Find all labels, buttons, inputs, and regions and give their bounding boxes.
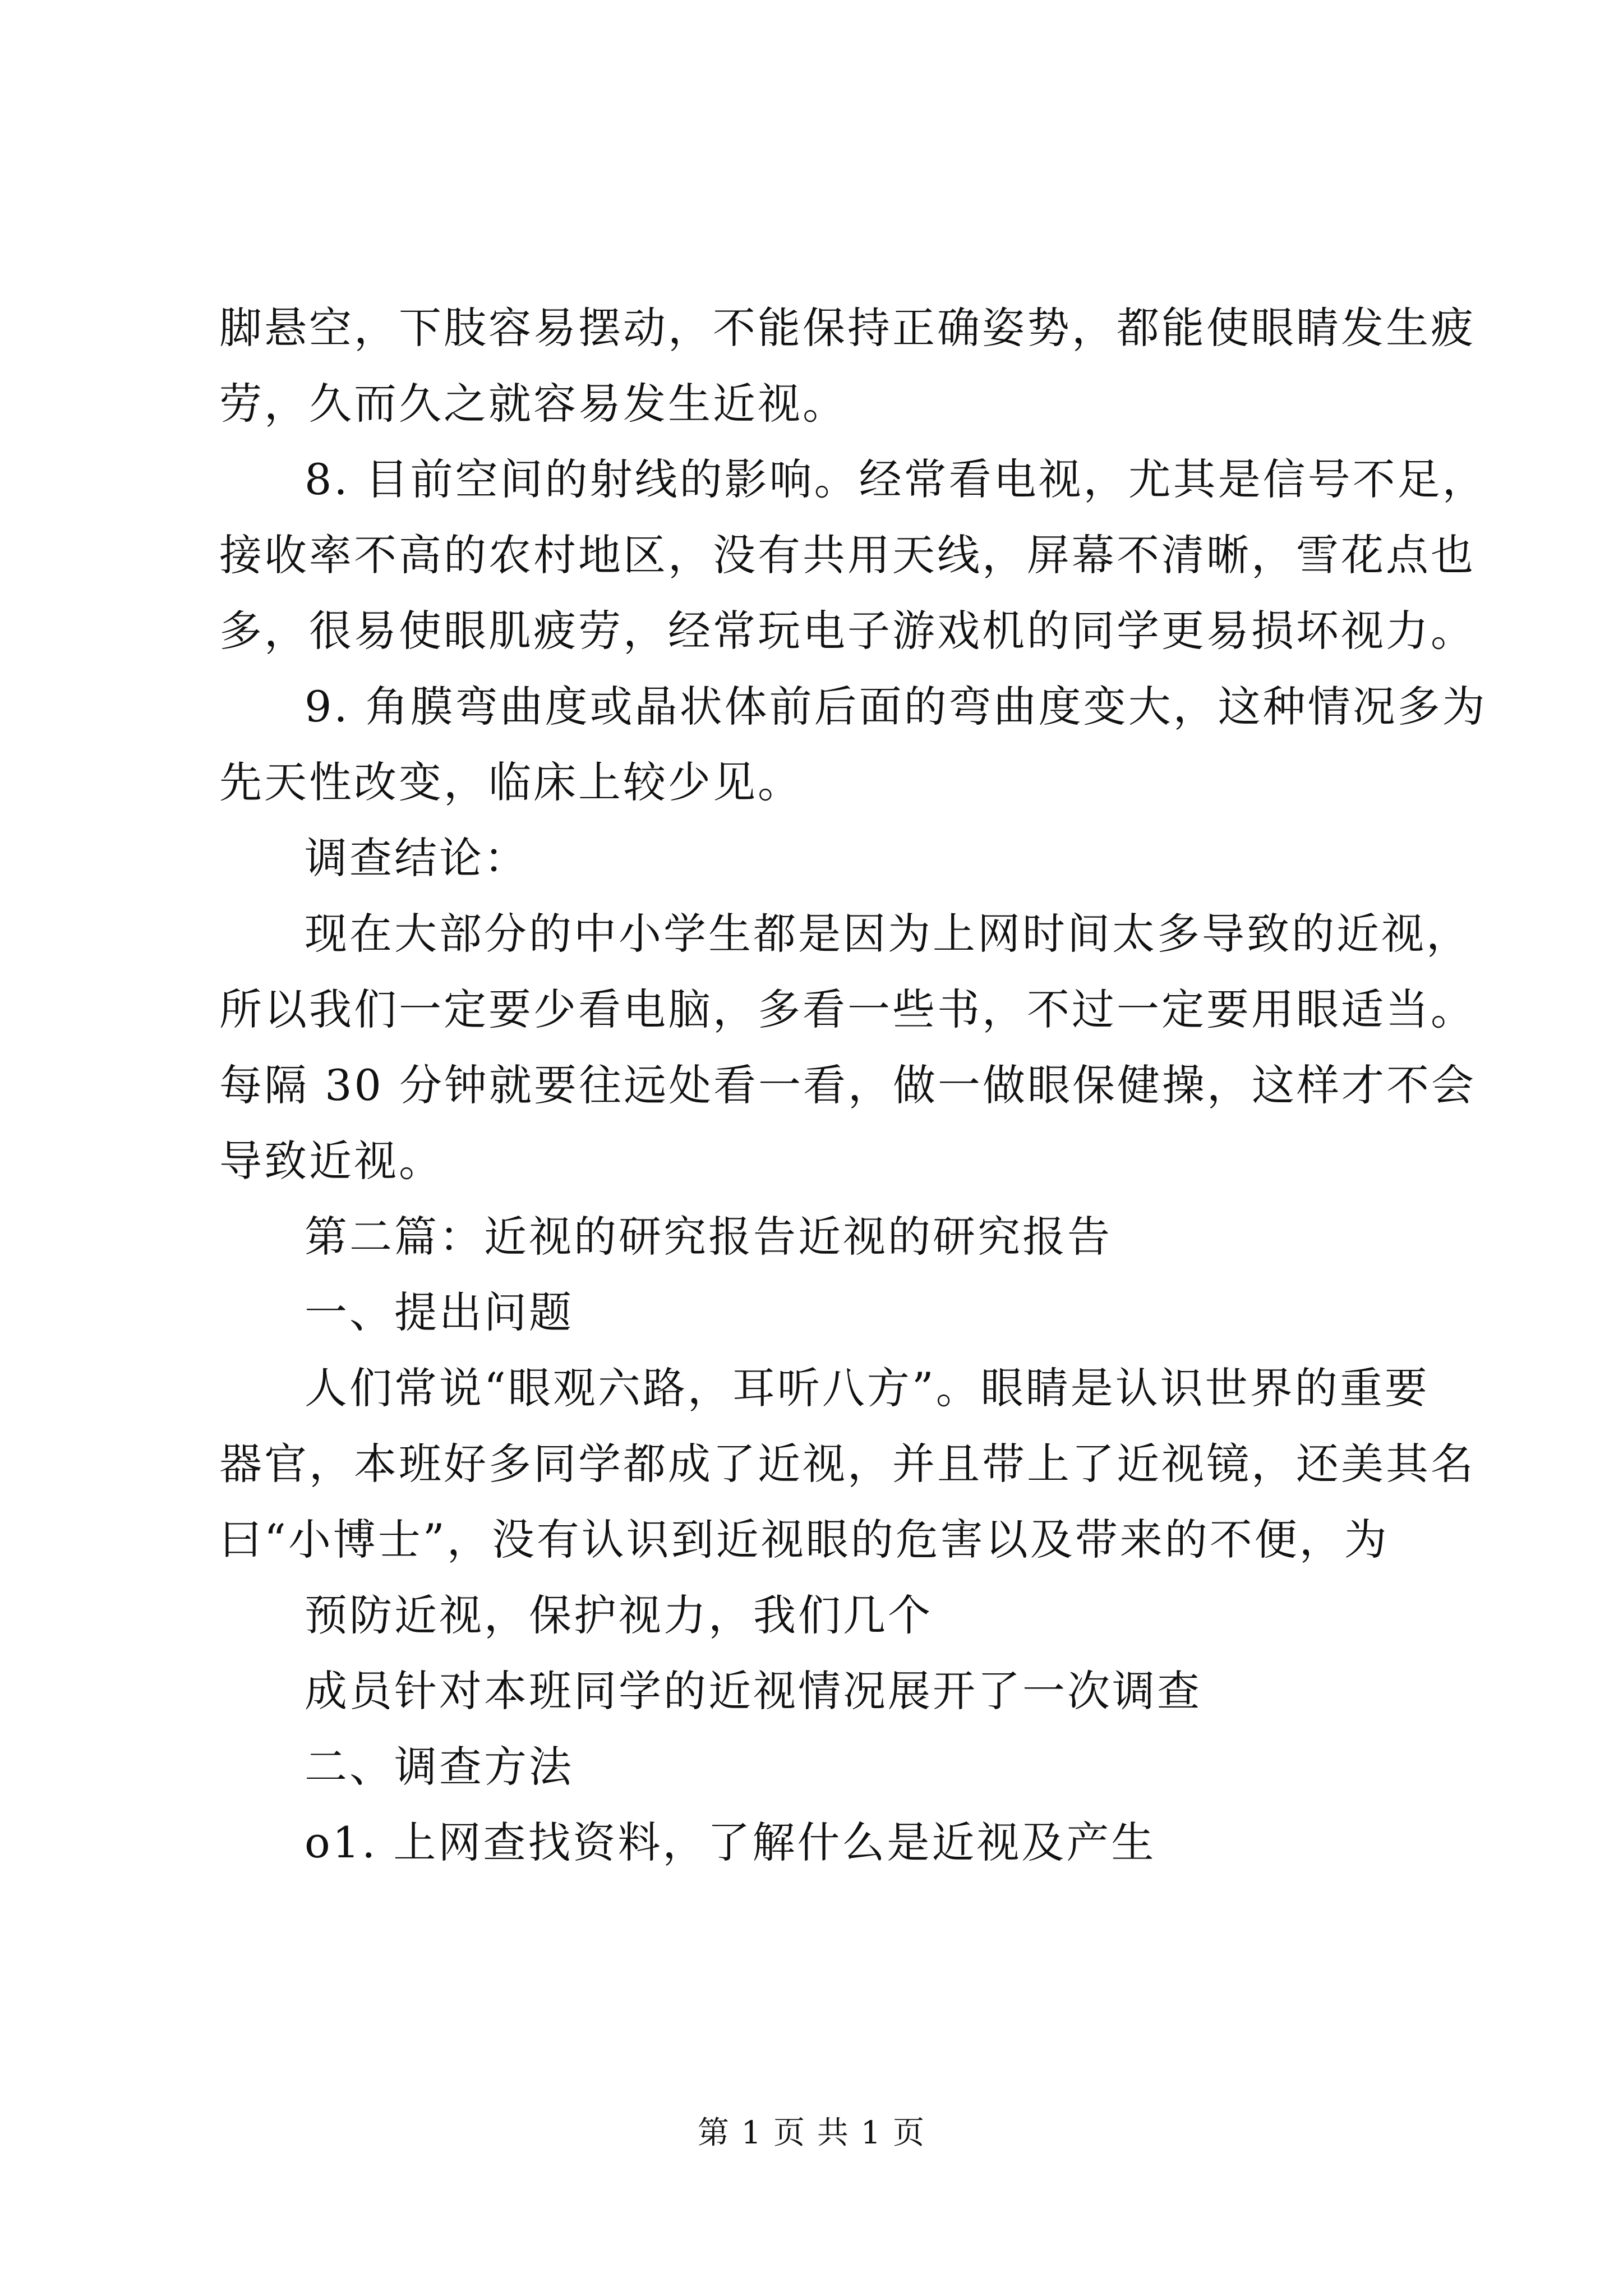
document-body (219, 291, 1487, 1881)
paragraph-line: 脚悬空，下肢容易摆动，不能保持正确姿势，都能使眼睛发生疲 (219, 303, 1476, 353)
paragraph-line: 导致近视。 (219, 1136, 444, 1186)
paragraph-line: o1. 上网查找资料，了解什么是近视及产生 (305, 1818, 1156, 1867)
section-heading: 调查结论： (305, 833, 529, 883)
paragraph-line: 预防近视，保护视力，我们几个 (305, 1590, 933, 1640)
paragraph-line: 劳，久而久之就容易发生近视。 (219, 379, 847, 429)
paragraph-line: 成员针对本班同学的近视情况展开了一次调查 (305, 1666, 1202, 1716)
section-heading: 一、提出问题 (305, 1287, 574, 1337)
section-heading: 二、调查方法 (305, 1742, 574, 1792)
paragraph-line: 9. 角膜弯曲度或晶状体前后面的弯曲度变大，这种情况多为 (305, 682, 1487, 731)
paragraph-line: 曰“小博士”，没有认识到近视眼的危害以及带来的不便，为 (219, 1515, 1389, 1565)
paragraph-line: 人们常说“眼观六路，耳听八方”。眼睛是认识世界的重要 (305, 1363, 1430, 1413)
paragraph-line: 现在大部分的中小学生都是因为上网时间太多导致的近视， (305, 909, 1471, 959)
paragraph-line: 接收率不高的农村地区，没有共用天线，屏幕不清晰，雪花点也 (219, 530, 1476, 580)
section-heading: 第二篇：近视的研究报告近视的研究报告 (305, 1212, 1112, 1262)
paragraph-line: 多，很易使眼肌疲劳，经常玩电子游戏机的同学更易损坏视力。 (219, 606, 1476, 656)
page-footer: 第 1 页 共 1 页 (697, 2115, 926, 2151)
paragraph-line: 器官，本班好多同学都成了近视，并且带上了近视镜，还美其名 (219, 1439, 1476, 1489)
paragraph-line: 8. 目前空间的射线的影响。经常看电视，尤其是信号不足， (305, 454, 1487, 504)
paragraph-line: 所以我们一定要少看电脑，多看一些书，不过一定要用眼适当。 (219, 984, 1476, 1034)
paragraph-line: 先天性改变，临床上较少见。 (219, 757, 803, 807)
paragraph-line: 每隔 30 分钟就要往远处看一看，做一做眼保健操，这样才不会 (219, 1060, 1477, 1110)
